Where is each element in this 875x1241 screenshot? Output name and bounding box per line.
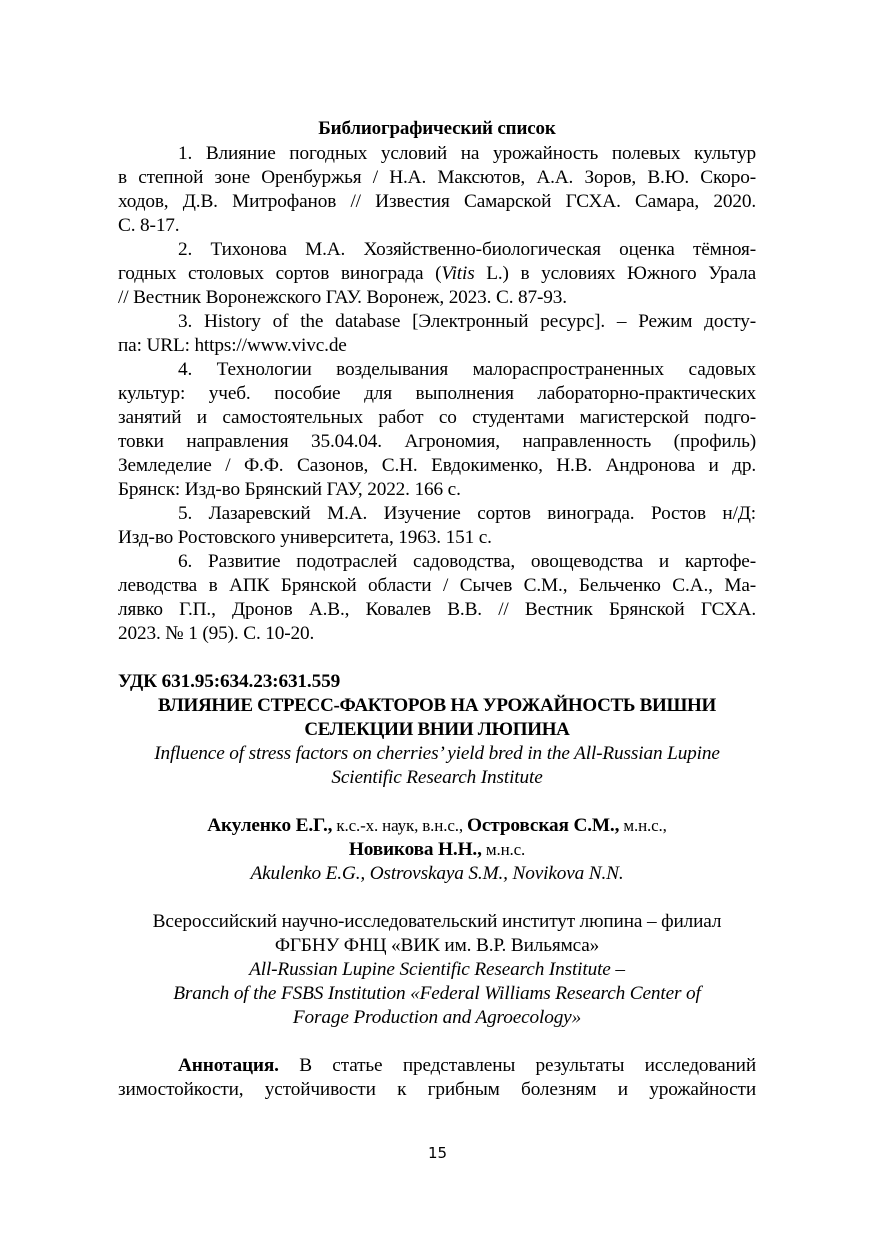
author-role: к.с.-х. наук, в.н.с.,	[332, 816, 468, 835]
entry-line: С. 8-17.	[118, 215, 180, 236]
affiliation-ru: Всероссийский научно-исследовательский институт люпина – филиал	[152, 911, 722, 932]
entry-line: 5. Лазаревский М.А. Изучение сортов винограда. Ростов н/Д:	[178, 503, 756, 524]
abstract-text: В статье представлены результаты исследований	[278, 1055, 756, 1076]
entry-line: ходов, Д.В. Митрофанов // Известия Самарской ГСХА. Самара, 2020.	[118, 191, 756, 212]
entry-line: 6. Развитие подотраслей садоводства, овощеводства и картофе-	[178, 551, 756, 572]
author-name: Новикова Н.Н.,	[348, 839, 482, 860]
entry-line: в степной зоне Оренбуржья / Н.А. Максютов, А.А. Зоров, В.Ю. Скоро-	[118, 167, 756, 188]
affiliation-en: Branch of the FSBS Institution «Federal Williams Research Center of	[173, 983, 701, 1004]
entry-line: 2. Тихонова М.А. Хозяйственно-биологическая оценка тёмноя-	[178, 239, 756, 260]
affiliation-en: All-Russian Lupine Scientific Research Institute –	[249, 959, 625, 980]
udc-code: УДК 631.95:634.23:631.559	[118, 671, 341, 692]
affiliation-en: Forage Production and Agroecology»	[292, 1007, 582, 1028]
entry-line: Земледелие / Ф.Ф. Сазонов, С.Н. Евдокименко, Н.В. Андронова и др.	[118, 455, 756, 476]
entry-line: Изд-во Ростовского университета, 1963. 151 с.	[118, 527, 492, 548]
article-title-en: Influence of stress factors on cherries’ yield bred in the All-Russian Lupine	[154, 743, 720, 764]
entry-text: L.) в условиях Южного Урала	[474, 263, 756, 284]
affiliation-ru: ФГБНУ ФНЦ «ВИК им. В.Р. Вильямса»	[274, 935, 600, 956]
abstract-label: Аннотация.	[178, 1055, 279, 1076]
entry-url-line: па: URL: https://www.vivc.de	[118, 335, 347, 356]
abstract-line: зимостойкости, устойчивости к грибным болезням и урожайности	[118, 1079, 756, 1100]
entry-line: 3. History of the database [Электронный ресурс]. – Режим досту-	[178, 311, 756, 332]
entry-line	[118, 262, 756, 286]
page-number: 15	[427, 1144, 448, 1162]
author-name: Акуленко Е.Г.,	[207, 815, 333, 836]
article-title-ru: СЕЛЕКЦИИ ВНИИ ЛЮПИНА	[304, 719, 570, 740]
abstract-line	[118, 1054, 756, 1078]
entry-line: лявко Г.П., Дронов А.В., Ковалев В.В. // Вестник Брянской ГСХА.	[118, 599, 756, 620]
authors-en: Akulenko E.G., Ostrovskaya S.M., Novikova N.N.	[250, 863, 624, 884]
entry-line: 2023. № 1 (95). С. 10-20.	[118, 623, 315, 644]
entry-line: Брянск: Изд-во Брянский ГАУ, 2022. 166 с.	[118, 479, 461, 500]
entry-line: 1. Влияние погодных условий на урожайность полевых культур	[178, 143, 756, 164]
author-name: Островская С.М.,	[467, 815, 620, 836]
author-role: м.н.с.,	[619, 816, 667, 835]
entry-line: культур: учеб. пособие для выполнения лабораторно-практических	[118, 383, 756, 404]
authors-ru-cont	[118, 838, 756, 862]
entry-line: товки направления 35.04.04. Агрономия, направленность (профиль)	[118, 431, 756, 452]
bibliography-heading: Библиографический список	[318, 118, 556, 139]
entry-line: занятий и самостоятельных работ со студентами магистерской подго-	[118, 407, 756, 428]
species-name-italic: Vitis	[441, 263, 475, 284]
entry-line: // Вестник Воронежского ГАУ. Воронеж, 2023. С. 87-93.	[118, 287, 567, 308]
authors-ru	[118, 814, 756, 838]
article-title-en: Scientific Research Institute	[331, 767, 543, 788]
article-title-ru: ВЛИЯНИЕ СТРЕСС-ФАКТОРОВ НА УРОЖАЙНОСТЬ ВИШНИ	[158, 695, 716, 716]
entry-line: леводства в АПК Брянской области / Сычев С.М., Бельченко С.А., Ма-	[118, 575, 756, 596]
entry-text: годных столовых сортов винограда (	[118, 263, 442, 284]
author-role: м.н.с.	[481, 840, 526, 859]
entry-line: 4. Технологии возделывания малораспространенных садовых	[178, 359, 756, 380]
